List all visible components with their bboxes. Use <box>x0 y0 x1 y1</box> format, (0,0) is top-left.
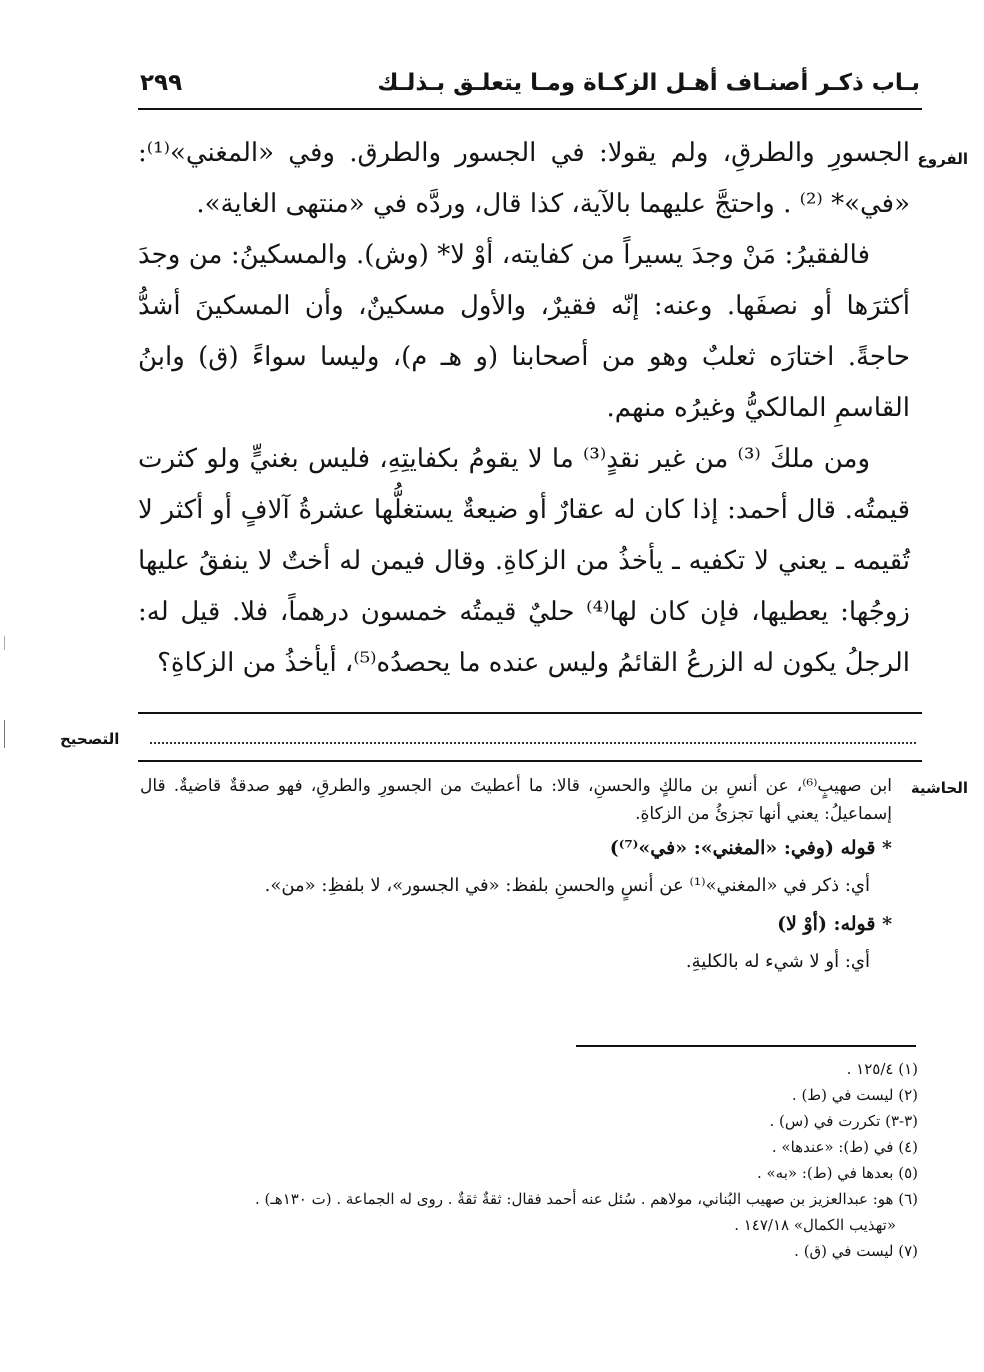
hashiya-question-2: * قوله: (أوْ لا) <box>777 913 892 935</box>
hashiya-answer-1: أي: ذكر في «المغني»⁽¹⁾ عن أنسٍ والحسنِ بلفظ: «في الجسور»، لا بلفظِ: «من». <box>264 875 870 896</box>
footnotes <box>140 1056 918 1264</box>
footnote: (٥) بعدها في (ط): «به» . <box>756 1164 918 1182</box>
main-paragraph-2: فالفقيرُ: مَنْ وجدَ يسيراً من كفايته، أوْ لا* (وش). والمسكينُ: من وجدَ أكثرَها أو نصفَها. وعنه: إنّه فقيرٌ، والأول مسكينٌ، وأن المسكينَ أشدُّ حاجةً. اختارَه ثعلبٌ وهو من أصحابنا (و هـ م)، وليسا سواءً (ق) وابنُ القاسمِ المالكيُّ وغيرُه منهم. <box>138 240 910 423</box>
footnote: (١) ١٢٥/٤ . <box>846 1060 918 1078</box>
scan-edge-mark <box>4 720 5 748</box>
footnote: (٤) في (ط): «عندها» . <box>771 1138 918 1156</box>
chapter-title: بـاب ذكـر أصنـاف أهـل الزكـاة ومـا يتعلـق بـذلـك <box>377 70 920 96</box>
side-label-furu: الفروع <box>917 150 968 168</box>
footnote: (٢) ليست في (ط) . <box>791 1086 918 1104</box>
main-paragraph-3: ومن ملكَ ⁽³⁾ من غير نقدٍ⁽³⁾ ما لا يقومُ بكفايتِهِ، فليس بغنيٍّ ولو كثرت قيمتُه. قال أحمد: إذا كان له عقارٌ أو ضيعةٌ يستغلُّها عشرةُ آلافٍ أو أكثر لا تُقيمه ـ يعني لا تكفيه ـ يأخذُ من الزكاةِ. وقال فيمن له أختٌ لا ينفقُ عليها زوجُها: يعطيها، فإن كان لها⁽⁴⁾ حليٌ قيمتُه خمسون درهماً، فلا. قيل له: الرجلُ يكون له الزرعُ القائمُ وليس عنده ما يحصدُه⁽⁵⁾، أيأخذُ من الزكاةِ؟ <box>138 444 910 678</box>
main-text <box>138 128 910 689</box>
footnote-rule <box>576 1045 916 1047</box>
side-label-hashiya: الحاشية <box>910 779 968 797</box>
hashiya-answer-2: أي: أو لا شيء له بالكليةِ. <box>685 951 870 972</box>
hashiya-question-1: * قوله (وفي: «المغني»: «في»⁽⁷⁾) <box>609 837 892 859</box>
hashiya-intro: ابن صهيبٍ⁽⁶⁾، عن أنسِ بن مالكٍ والحسنِ، قالا: ما أعطيتَ من الجسورِ والطرقِ، فهو صدقةٌ قاضيةٌ. قال إسماعيلُ: يعني أنها تجزئُ من الزكاةِ. <box>140 776 892 824</box>
footnote-continuation: «تهذيب الكمال» ١٤٧/١٨ . <box>734 1216 896 1234</box>
scan-edge-mark <box>4 636 5 650</box>
tashih-rule <box>138 760 922 762</box>
side-label-tashih: التصحيح <box>60 730 120 748</box>
footnote: (٧) ليست في (ق) . <box>794 1242 918 1260</box>
running-header <box>140 70 920 106</box>
hashiya-section <box>140 772 892 980</box>
main-paragraph-1: الجسورِ والطرقِ، ولم يقولا: في الجسور والطرق. وفي «المغني»⁽¹⁾: «في»* ⁽²⁾ . واحتجَّ عليهما بالآية، كذا قال، وردَّه في «منتهى الغاية». <box>138 138 910 219</box>
tashih-dotted-line <box>150 742 916 744</box>
footnote: (٦) هو: عبدالعزيز بن صهيب البُناني، مولاهم . سُئل عنه أحمد فقال: ثقةٌ ثقةٌ . روى له الجماعة . (ت ١٣٠هـ) . <box>254 1190 918 1208</box>
main-text-end-rule <box>138 712 922 714</box>
header-rule <box>138 108 922 110</box>
footnote: (٣-٣) تكررت في (س) . <box>769 1112 918 1130</box>
page-number: ٢٩٩ <box>140 70 183 96</box>
